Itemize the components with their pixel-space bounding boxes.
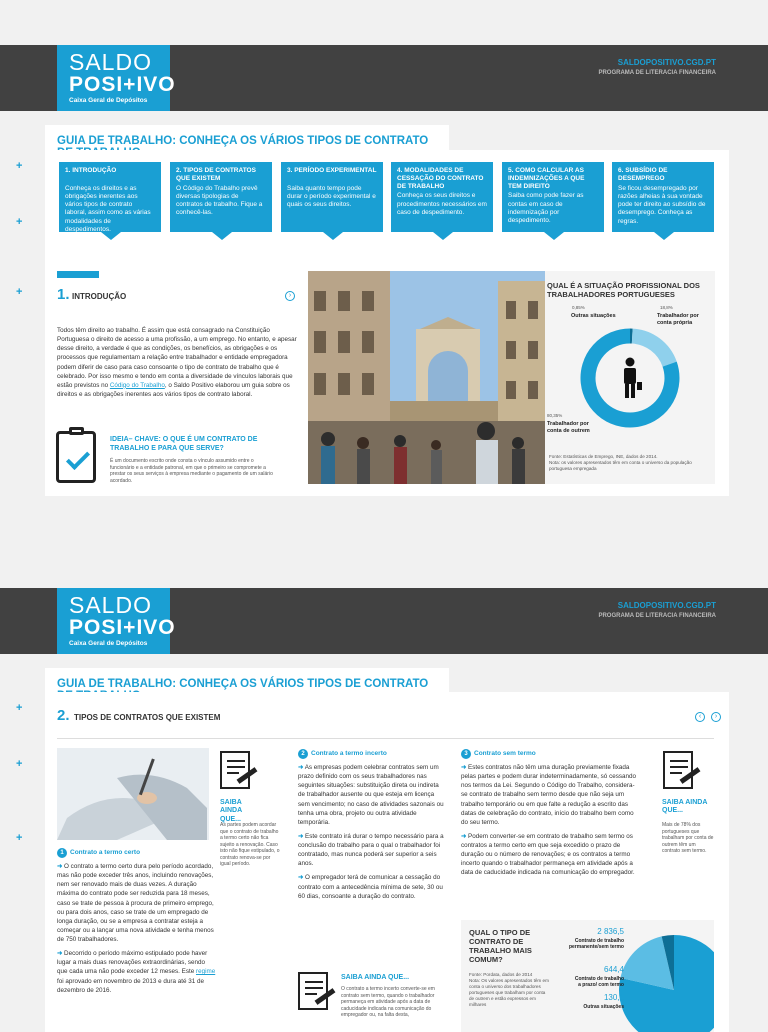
chevron-right-icon[interactable]: › — [285, 291, 295, 301]
slice-name-outrem: Trabalhador por conta de outrem — [547, 421, 595, 434]
arrow-right-icon: ➜ — [57, 950, 62, 957]
person-icon — [626, 358, 635, 367]
person-icon — [624, 368, 636, 384]
chart-source: Fonte: Pordata, dados de 2014 Nota: Os valores apresentados têm em conta o universo dos trabalhadores portugueses que trabalham por conta de outrem e estão expressos em milhares — [469, 972, 551, 1008]
category-label: Contrato de trabalho — [575, 938, 624, 944]
plus-icon[interactable]: + — [16, 758, 22, 770]
slice-label-propria: 18,8% — [660, 305, 673, 310]
person-icon — [631, 384, 635, 398]
arrow-right-icon: ➜ — [57, 863, 62, 870]
header-links — [598, 58, 716, 76]
section-tabs — [59, 162, 714, 252]
slice-label-outras: 0,85% — [572, 305, 585, 310]
tab-calcular-indemnizacoes[interactable]: 5. COMO CALCULAR AS INDEMNIZAÇÕES A QUE TEM DIREITO Saiba como pode fazer as contas em caso de indemnização por despedimento. — [502, 162, 604, 232]
handshake-photo — [57, 748, 209, 840]
category-label: permanente/sem termo — [569, 944, 624, 950]
saiba-heading: SAIBA AINDA QUE... — [662, 799, 712, 816]
tab-periodo-experimental[interactable]: 3. PERÍODO EXPERIMENTAL Saiba quanto tempo pode durar o período experimental e quais os seus direitos. — [281, 162, 383, 232]
category-label: a prazo/ com termo — [578, 982, 624, 988]
section-title: INTRODUÇÃO — [72, 292, 126, 301]
chart-title: QUAL O TIPO DE CONTRATO DE TRABALHO MAIS COMUM? — [469, 928, 533, 964]
plus-icon[interactable]: + — [16, 832, 22, 844]
guide-title: GUIA DE TRABALHO: CONHEÇA OS VÁRIOS TIPOS DE CONTRATO — [45, 125, 449, 155]
heading-termo-certo: 1 Contrato a termo certo — [57, 848, 217, 858]
chevron-left-icon[interactable]: ‹ — [695, 712, 705, 722]
saiba-text: Mais de 78% dos portugueses que trabalham por conta de outrem têm um contrato sem termo. — [662, 822, 714, 855]
data-label: 644,4 — [604, 965, 625, 974]
donut-slice — [632, 336, 669, 364]
column-termo-incerto: 2 Contrato a termo incerto ➜ As empresas podem celebrar contratos sem um prazo definido com os seus trabalhadores nas seguintes situações: substituição direta ou indireta de trabalhador ausente ou que esteja em licença sem vencimento; no caso de atividades sazonais ou tenha uma obra, projeto ou outra atividade temporária. ➜ Este contrato irá durar o tempo necessário para a conclusão do trabalho para o qual o trabalhador foi contratado, mas nunca poderá ser superior a seis anos. ➜ O empregador terá de comunicar a cessação do contrato com a antecedência mínima de sete, 30 ou 60 dias, consoante a duração do contrato. — [298, 749, 445, 906]
plus-icon[interactable]: + — [16, 286, 22, 298]
plus-icon[interactable]: + — [16, 216, 22, 228]
site-url-link[interactable]: SALDOPOSITIVO.CGD.PT — [598, 601, 716, 610]
divider — [57, 738, 714, 739]
section-number: 1. — [57, 286, 70, 303]
column-sem-termo: 3 Contrato sem termo ➜ Estes contratos não têm uma duração previamente fixada pelas partes e podem durar indeterminadamente, só cessando nos termos da Lei. Segundo o Código do Trabalho, considera-se contrato de trabalho sem termo desde que não seja um trabalho temporário ou em que falte a redução a escrito das datas de celebração do contrato, início do trabalho bem como do seu termo. ➜ Podem converter-se em contrato de trabalho sem termo os contratos a termo certo em que seja excedido o prazo de duração ou o número de renovações; e os contratos a termo incerto quando o trabalhador permaneça em atividade após a data de caducidade indicada na comunicação do empregador. — [461, 749, 639, 883]
site-url-link[interactable]: SALDOPOSITIVO.CGD.PT — [598, 58, 716, 67]
tab-modalidades-cessacao[interactable]: 4. MODALIDADES DE CESSAÇÃO DO CONTRATO DE TRABALHO Conheça os seus direitos e procedimentos necessários em caso de despedimento. — [391, 162, 493, 232]
category-label: Contrato de trabalho — [575, 976, 624, 982]
arrow-right-icon: ➜ — [461, 833, 466, 840]
saiba-text: As partes podem acordar que o contrato de trabalho a termo certo não fica sujeito a renovação. Caso isto não fique estipulado, o contrato renova-se por igual período. — [220, 822, 280, 868]
program-subtitle: PROGRAMA DE LITERACIA FINANCEIRA — [598, 613, 716, 619]
person-icon — [625, 384, 629, 398]
saiba-text: O contrato a termo incerto converte-se em contrato sem termo, quando o trabalhador permaneça em atividade após a data de caducidade indicada na comunicação do empregador ou, na falta desta, — [341, 986, 451, 1019]
clipboard-check-icon — [56, 431, 96, 483]
guide-title: GUIA DE TRABALHO: CONHEÇA OS VÁRIOS TIPOS DE CONTRATO — [45, 668, 449, 698]
briefcase-icon — [637, 382, 642, 390]
employment-situation-chart — [545, 271, 715, 484]
contract-semicircle-chart — [554, 920, 714, 1032]
column-termo-certo: 1 Contrato a termo certo ➜ O contrato a termo certo dura pelo período acordado, mas não pode exceder três anos, incluindo renovações, nem ser renovado mais de duas vezes. A duração máxima do contrato pode ser reduzida para 18 meses, caso se trate de pessoa à procura de primeiro emprego, ou para dois anos, caso se trate de um empregado de longa duração, ou se a empresa a contratar esteja a começar ou a lançar uma nova atividade e tenha menos de 750 trabalhadores. ➜ Decorrido o período máximo estipulado pode haver lugar a mais duas renovações extraordinárias, sendo que cada uma não pode exceder 12 meses. Este regime foi aprovado em novembro de 2013 e dura até 31 de dezembro de 2016. — [57, 848, 217, 1000]
arrow-right-icon: ➜ — [298, 874, 303, 881]
saiba-heading: SAIBA AINDA QUE... — [341, 974, 451, 982]
arrow-right-icon: ➜ — [298, 833, 303, 840]
number-badge: 2 — [298, 749, 308, 759]
contract-type-chart — [461, 920, 714, 1032]
document-pen-icon — [220, 751, 250, 789]
document-pen-icon — [298, 972, 328, 1010]
program-subtitle: PROGRAMA DE LITERACIA FINANCEIRA — [598, 70, 716, 76]
category-label: Outras situações — [583, 1004, 624, 1010]
section-number: 2. — [57, 707, 70, 724]
header-links — [598, 601, 716, 619]
slice-label-outrem: 80,35% — [547, 413, 562, 418]
lisbon-street-photo — [308, 271, 546, 484]
saldo-positivo-logo[interactable]: SALDO POSI+IVO Caixa Geral de Depósitos — [57, 45, 170, 111]
number-badge: 1 — [57, 848, 67, 858]
tab-subsidio-desemprego[interactable]: 6. SUBSÍDIO DE DESEMPREGO Se ficou desempregado por razões alheias à sua vontade pode ter direito ao subsídio de desemprego. Conheça as regras. — [612, 162, 714, 232]
data-label: 2 836,5 — [597, 927, 624, 936]
slice-name-propria: Trabalhador por conta própria — [657, 313, 707, 326]
saiba-heading: SAIBA AINDA QUE... — [220, 799, 260, 824]
key-idea-text: É um documento escrito onde consta o vínculo assumido entre o funcionário e a entidade patronal, em que o primeiro se compromete a prestar os seus serviços à empresa mediante o pagamento de um salário acordado. — [110, 458, 275, 484]
heading-termo-incerto: 2 Contrato a termo incerto — [298, 749, 445, 759]
tab-introducao[interactable]: 1. INTRODUÇÃO Conheça os direitos e as obrigações inerentes aos vários tipos de contrato laboral, assim como as várias modalidades de despedimentos. — [59, 162, 161, 232]
plus-icon[interactable]: + — [16, 160, 22, 172]
chart-title: QUAL É A SITUAÇÃO PROFISSIONAL DOS TRABALHADORES PORTUGUESES — [547, 281, 712, 300]
key-idea-title: IDEIA– CHAVE: O QUE É UM CONTRATO DE TRABALHO E PARA QUE SERVE? — [110, 435, 270, 453]
section-title: TIPOS DE CONTRATOS QUE EXISTEM — [74, 713, 220, 722]
contract-types-card — [45, 692, 729, 1032]
heading-sem-termo: 3 Contrato sem termo — [461, 749, 639, 759]
codigo-trabalho-link[interactable]: Código do Trabalho — [110, 382, 165, 389]
document-pen-icon — [663, 751, 693, 789]
number-badge: 3 — [461, 749, 471, 759]
plus-icon[interactable]: + — [16, 702, 22, 714]
chart-source: Fonte: Estatísticas de Emprego, INE, dados de 2014. Nota: os valores apresentados têm em conta o universo da população portuguesa empregada — [549, 454, 714, 472]
tab-tipos-de-contratos[interactable]: 2. TIPOS DE CONTRATOS QUE EXISTEM O Código do Trabalho prevê diversas tipologias de contratos de trabalho. Fique a conhecê-las. — [170, 162, 272, 232]
data-label: 130,1 — [604, 993, 625, 1002]
intro-body-text: Todos têm direito ao trabalho. É assim que está consagrado na Constituição Portuguesa o direito de acesso a uma profissão, a um emprego. No entanto, e apesar desse direito, a verdade é que as condições, os benefícios, as obrigações e os processos que regulamentam a relação entre trabalhador e entidade empregadora podem diferir de caso para caso consoante o tipo de contrato de trabalho que é celebrado. Por isso mesmo e tendo em conta a diversidade de vínculos laborais que estão previstos no Código do Trabalho, o Saldo Positivo elaborou um guia sobre os direitos e as obrigações inerentes aos vários tipos de contrato laboral. — [57, 326, 297, 399]
intro-card — [45, 150, 729, 496]
section-accent-bar — [57, 271, 99, 278]
regime-link[interactable]: regime — [196, 968, 215, 975]
slice-name-outras: Outras situações — [571, 313, 616, 320]
arrow-right-icon: ➜ — [298, 764, 303, 771]
saldo-positivo-logo[interactable]: SALDO POSI+IVO Caixa Geral de Depósitos — [57, 588, 170, 654]
chevron-right-icon[interactable]: › — [711, 712, 721, 722]
arrow-right-icon: ➜ — [461, 764, 466, 771]
